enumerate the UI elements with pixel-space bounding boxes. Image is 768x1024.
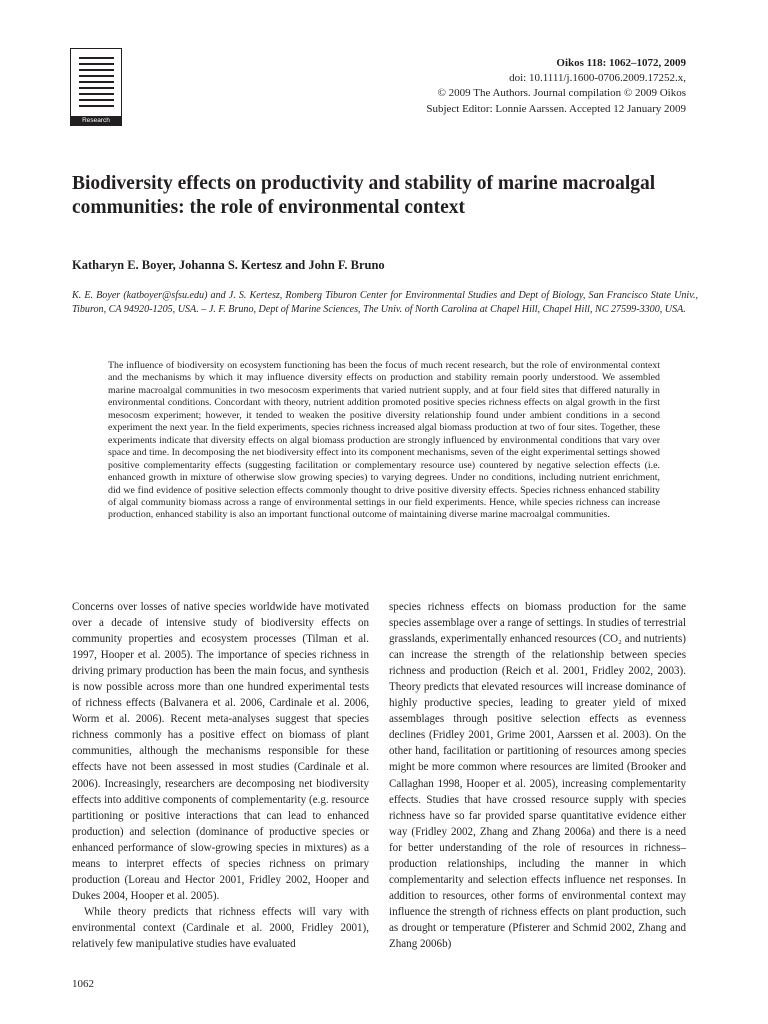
journal-citation: Oikos 118: 1062–1072, 2009 xyxy=(556,57,686,69)
copyright: © 2009 The Authors. Journal compilation © 2009 Oikos xyxy=(437,87,686,100)
body-paragraph: Concerns over losses of native species worldwide have motivated over a decade of intensive study of biodiversity effects on community properties and ecosystem processes (Tilman et al. 1997, Hooper et al. 2005). The importance of species richness in driving primary production has been the main focus, and synthesis is now possible across more than one hundred experimental tests of richness effects (Balvanera et al. 2006, Cardinale et al. 2006, Worm et al. 2006). Recent meta-analyses suggest that species richness commonly has a positive effect on biomass of plant communities, although the mechanisms responsible for these effects have not been assessed in most studies (Cardinale et al. 2006). Increasingly, researchers are decomposing net biodiversity effects into additive components of complementarity (e.g. resource partitioning or positive interactions that can lead to enhanced production) and selection (dominance of productive species or enhanced performance of slow-growing species in mixtures) as a means to interpret effects of species richness on primary production (Loreau and Hector 2001, Fridley 2002, Hooper and Dukes 2004, Hooper et al. 2005). xyxy=(72,601,369,902)
logo-frame xyxy=(70,48,122,117)
article-title: Biodiversity effects on productivity and stability of marine macroalgal communities: the role of environmental context xyxy=(72,173,656,218)
logo-line xyxy=(79,87,114,89)
logo-line xyxy=(79,75,114,77)
abstract: The influence of biodiversity on ecosystem functioning has been the focus of much recent research, but the role of environmental context and the mechanisms by which it may influence diversity effects on production and stability remain poorly understood. We assembled marine macroalgal communities in two mesocosm experiments that varied nutrient supply, and at four field sites that differed naturally in environmental conditions. Concordant with theory, nutrient addition promoted positive species richness effects on algal growth in the first mesocosm experiment; however, it tended to weaken the positive diversity relationship found under ambient conditions in a second experiment the next year. In the field experiments, species richness increased algal biomass production at two of four sites. Together, these experiments indicate that diversity effects on algal biomass production are strongly influenced by environmental conditions that vary over space and time. In decomposing the net biodiversity effect into its component mechanisms, seven of the eight experimental settings showed positive complementarity effects (suggesting facilitation or complementary resource use) countered by negative selection effects (i.e. enhanced growth in mixture of otherwise slow growing species) to varying degrees. Under no conditions, including nutrient enrichment, did we find evidence of positive selection effects commonly thought to drive positive diversity effects. Species richness enhanced stability of algal community biomass across a range of environmental settings in our field experiments. Hence, while species richness can increase production, enhanced stability is also an important functional outcome of maintaining diverse marine macroalgal communities. xyxy=(108,360,660,521)
body-paragraph: species richness effects on biomass production for the same species assemblage over a range of settings. In studies of terrestrial grasslands, experimentally enhanced resources (CO₂ and nutrients) can increase the strength of the relationship between species richness and production (Reich et al. 2001, Fridley 2002, 2003). Theory predicts that elevated resources will increase dominance of highly productive species, leading to greater yield of mixed assemblages through positive selection effects as evenness declines (Fridley 2001, Grime 2001, Aarssen et al. 2003). On the other hand, facilitation or partitioning of resources among species might be more common where resources are limited (Brooker and Callaghan 1998, Hooper et al. 2005), increasing complementarity effects. Studies that have crossed resource supply with species richness have so far provided sparse quantitative evidence either way (Fridley 2002, Zhang and Zhang 2006a) and there is a need for better understanding of the role of resources in richness–production relationships, including the manner in which complementarity and selection effects influence net responses. In addition to resources, other forms of environmental context may influence the strength of richness effects on plant production, such as drought or temperature (Pfisterer and Schmid 2002, Zhang and Zhang 2006b) xyxy=(389,601,686,950)
logo-label: Research xyxy=(70,116,122,126)
journal-logo xyxy=(70,48,122,126)
body-column-right xyxy=(389,599,686,952)
affiliations: K. E. Boyer (katboyer@sfsu.edu) and J. S. Kertesz, Romberg Tiburon Center for Environmental Studies and Dept of Biology, San Francisco State Univ., Tiburon, CA 94920-1205, USA. – J. F. Bruno, Dept of Marine Sciences, The Univ. of North Carolina at Chapel Hill, Chapel Hill, NC 27599-3300, USA. xyxy=(72,290,698,316)
body-paragraph: While theory predicts that richness effects will vary with environmental context (Cardinale et al. 2000, Fridley 2001), relatively few manipulative studies have evaluated xyxy=(72,905,369,950)
logo-line xyxy=(79,81,114,83)
logo-line xyxy=(79,99,114,101)
journal-meta xyxy=(426,56,686,117)
author-list: Katharyn E. Boyer, Johanna S. Kertesz and John F. Bruno xyxy=(72,258,385,272)
logo-line xyxy=(79,63,114,65)
page-number: 1062 xyxy=(72,978,94,990)
doi: doi: 10.1111/j.1600-0706.2009.17252.x, xyxy=(509,72,686,85)
logo-line xyxy=(79,57,114,59)
logo-line xyxy=(79,105,114,107)
subject-editor: Subject Editor: Lonnie Aarssen. Accepted 12 January 2009 xyxy=(426,102,686,115)
body-column-left xyxy=(72,599,369,952)
logo-line xyxy=(79,93,114,95)
logo-line xyxy=(79,69,114,71)
